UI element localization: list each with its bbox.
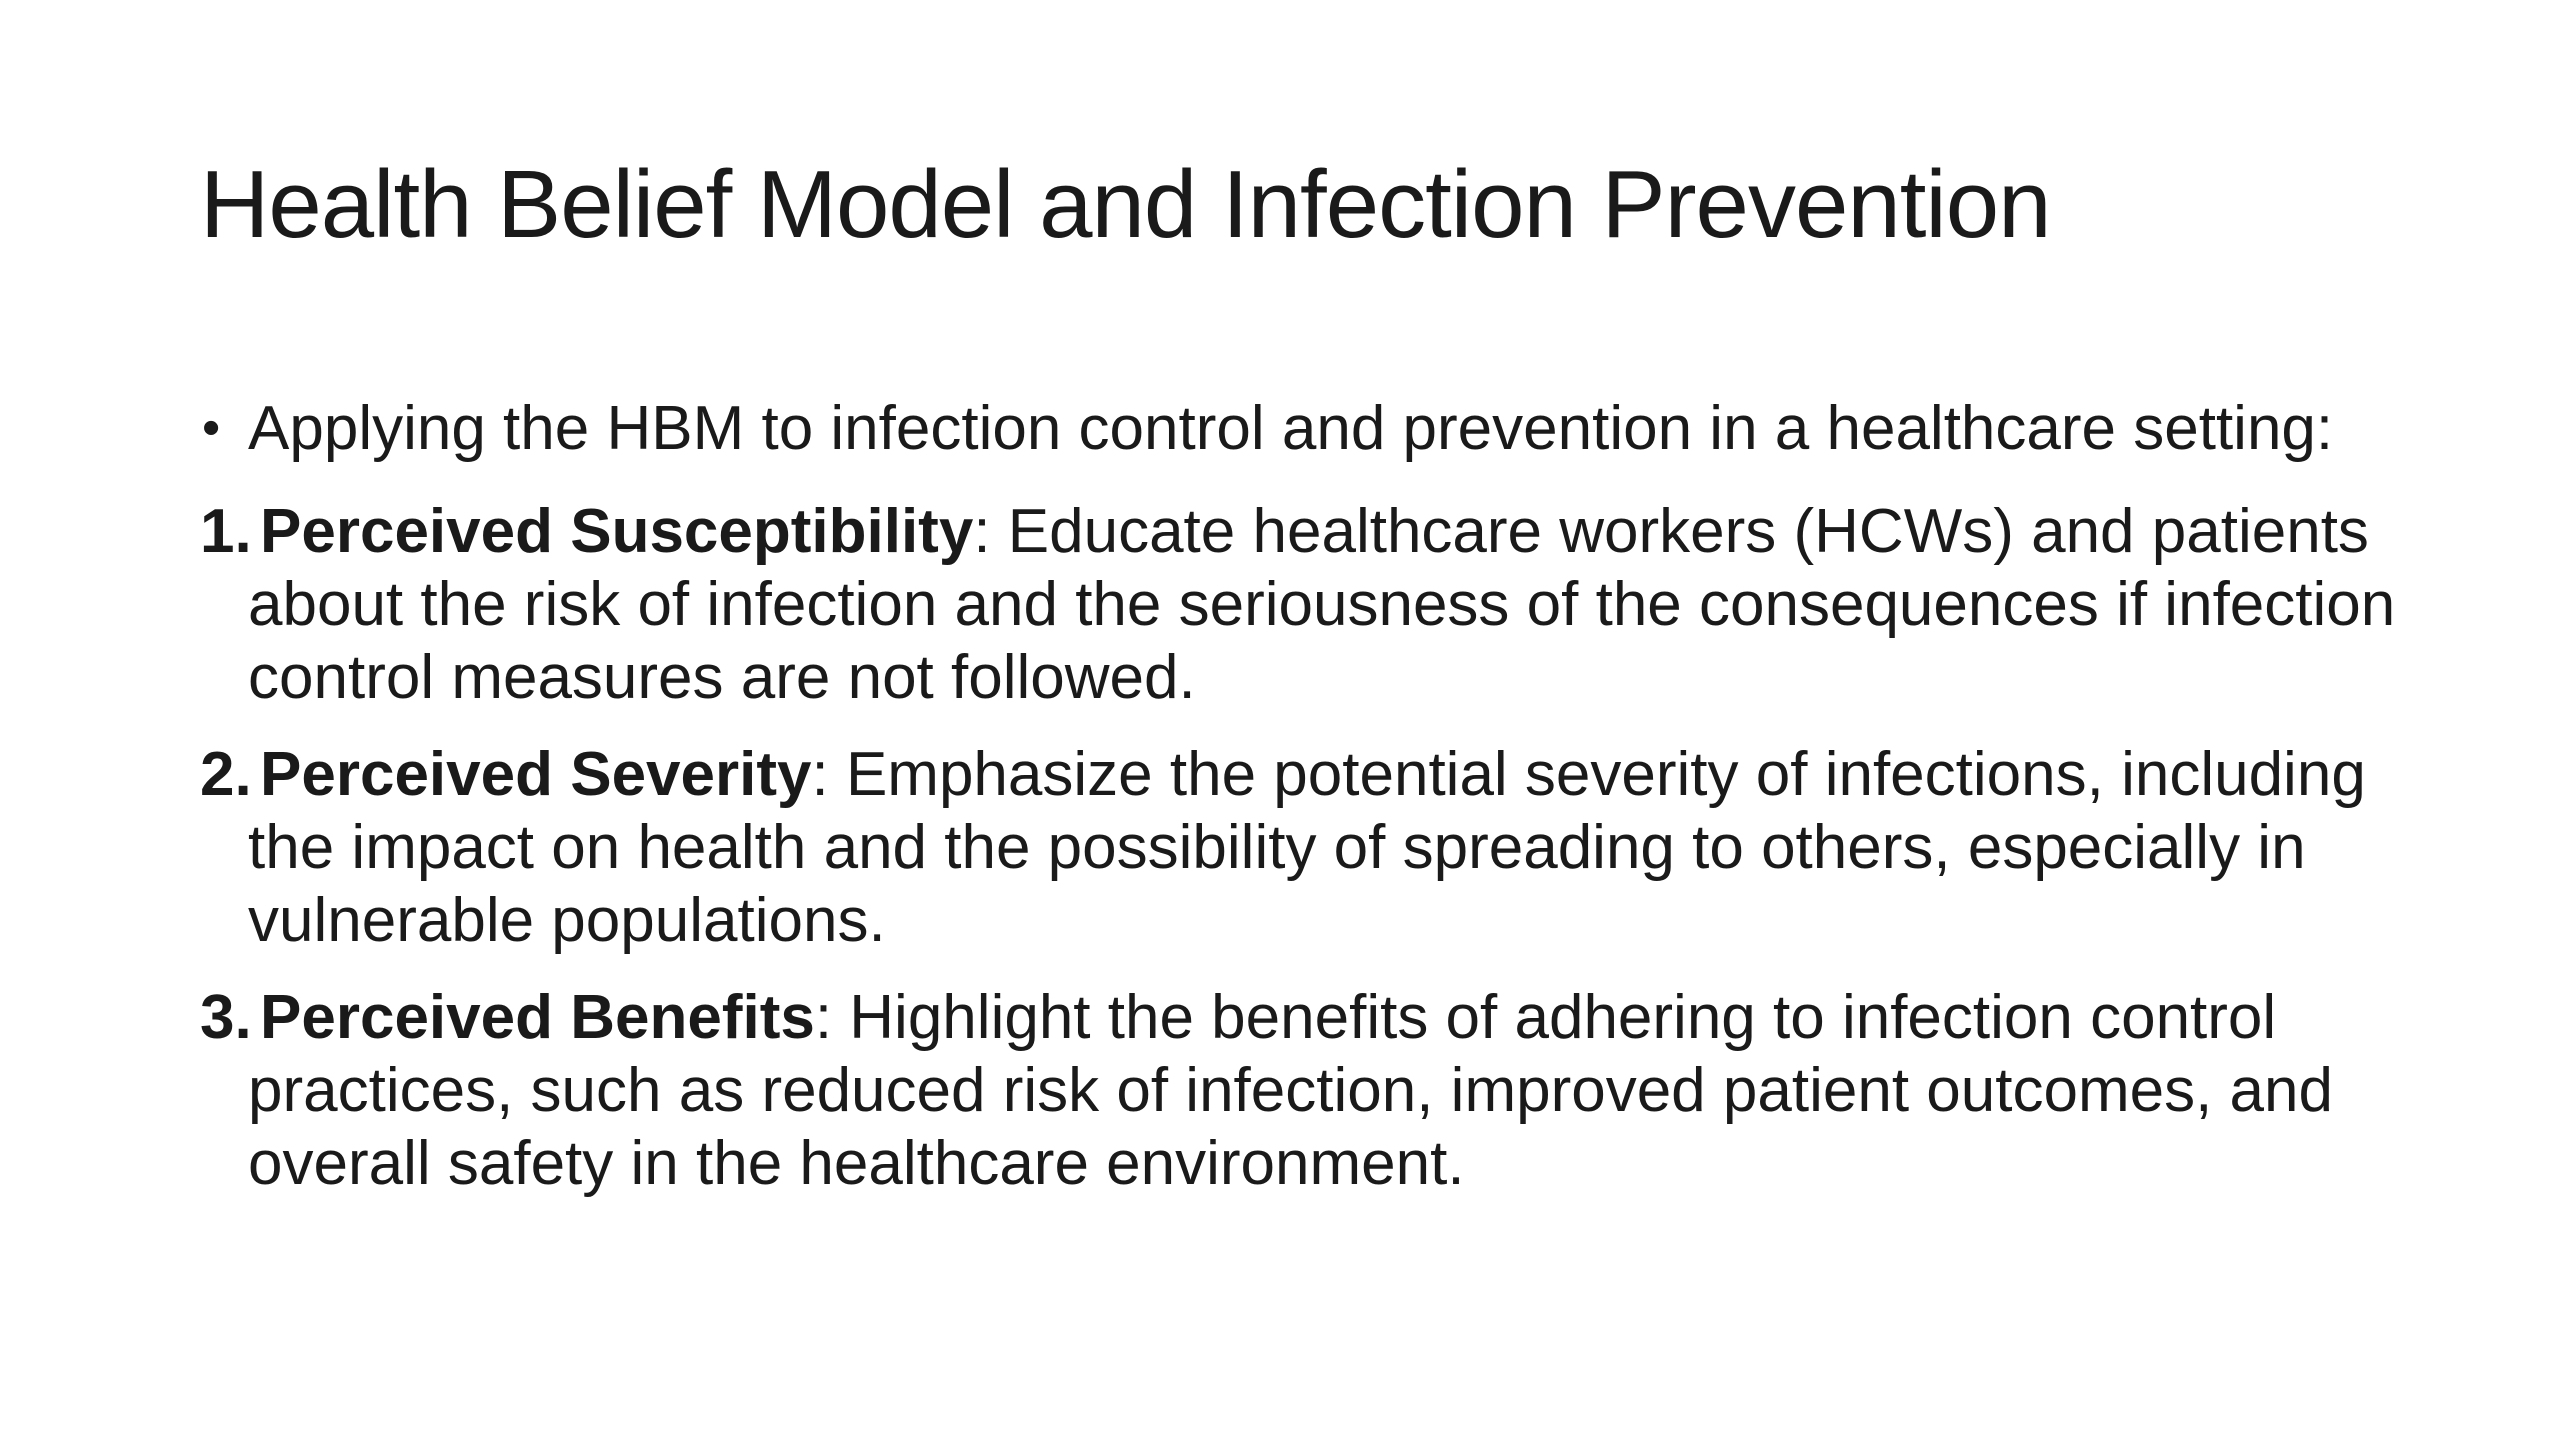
intro-text: Applying the HBM to infection control and prevention in a healthcare setting:	[248, 394, 2334, 463]
intro-bullet-item	[200, 392, 2400, 465]
slide-title: Health Belief Model and Infection Prevention	[200, 151, 2051, 258]
item-text: : Highlight the benefits of adhering to infection control practices, such as reduced risk of infection, improved patient outcomes, and overall safety in the healthcare environment.	[248, 983, 2333, 1198]
numbered-item-3	[200, 981, 2400, 1200]
item-term: Perceived Benefits	[260, 983, 815, 1052]
bullet-marker: •	[202, 399, 221, 457]
numbered-item-1	[200, 495, 2400, 714]
slide-content	[200, 392, 2400, 1224]
item-number: 1.	[200, 497, 252, 566]
item-term: Perceived Severity	[260, 740, 812, 809]
item-text: : Educate healthcare workers (HCWs) and patients about the risk of infection and the seriousness of the consequences if infection control measures are not followed.	[248, 497, 2396, 712]
item-term: Perceived Susceptibility	[260, 497, 974, 566]
numbered-item-2	[200, 738, 2400, 957]
item-number: 2.	[200, 740, 252, 809]
item-number: 3.	[200, 983, 252, 1052]
item-text: : Emphasize the potential severity of infections, including the impact on health and the possibility of spreading to others, especially in vulnerable populations.	[248, 740, 2366, 955]
